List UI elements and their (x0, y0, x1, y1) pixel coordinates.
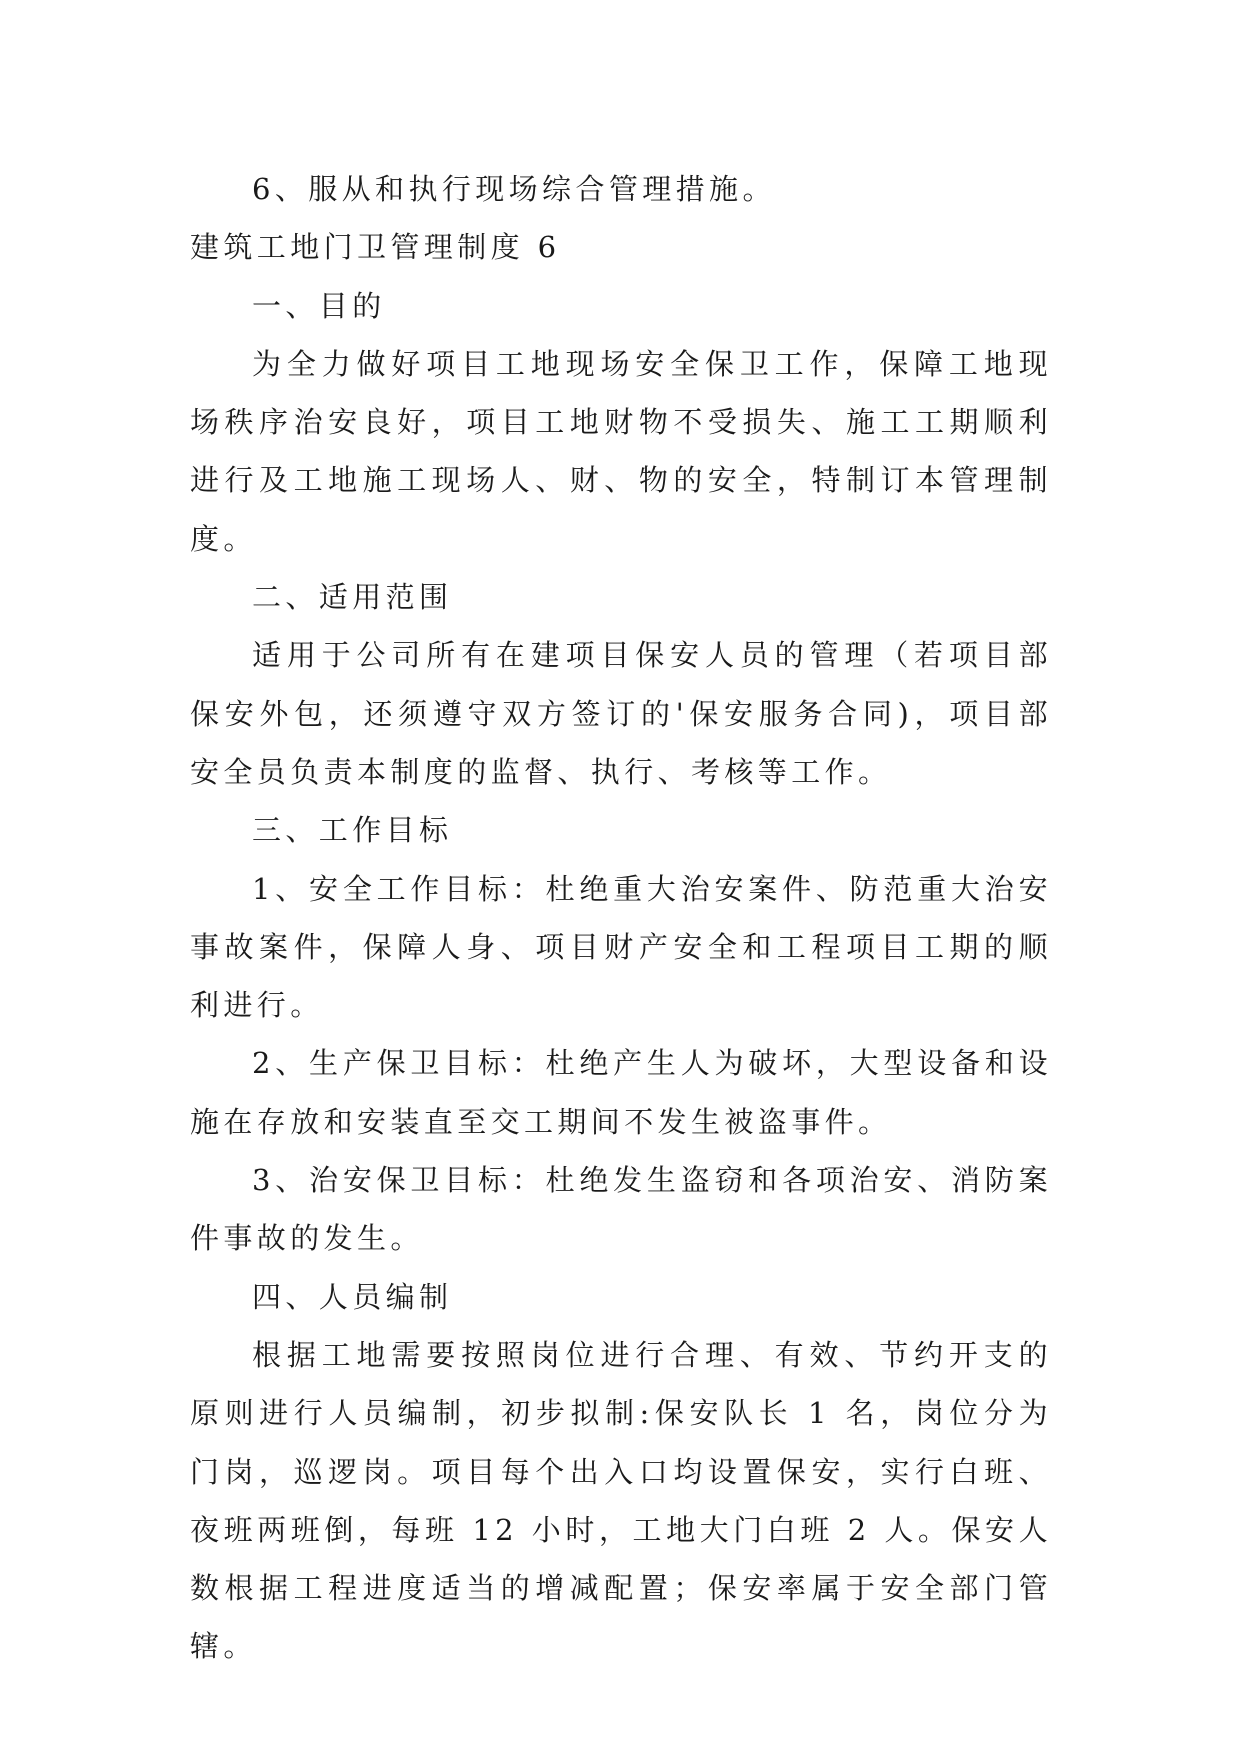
heading-purpose: 一、目的 (252, 288, 386, 323)
paragraph-item-6: 6、服从和执行现场综合管理措施。 (252, 172, 776, 206)
paragraph-goal-2: 2、生产保卫目标：杜绝产生人为破坏，大型设备和设施在存放和安装直至交工期间不发生被盗事件。 (190, 1046, 1052, 1139)
heading-staffing: 四、人员编制 (252, 1279, 453, 1314)
section-title: 建筑工地门卫管理制度 6 (190, 230, 561, 265)
document-body (190, 160, 1052, 1676)
paragraph-staffing: 根据工地需要按照岗位进行合理、有效、节约开支的原则进行人员编制，初步拟制:保安队长 1 名，岗位分为门岗，巡逻岗。项目每个出入口均设置保安，实行白班、夜班两班倒，每班 12 小时，工地大门白班 2 人。保安人数根据工程进度适当的增减配置；保安率属于安全部门管辖。 (190, 1337, 1052, 1664)
heading-scope: 二、适用范围 (252, 580, 453, 615)
paragraph-goal-1: 1、安全工作目标：杜绝重大治安案件、防范重大治安事故案件，保障人身、项目财产安全和工程项目工期的顺利进行。 (190, 871, 1052, 1023)
heading-goals: 三、工作目标 (252, 813, 453, 848)
paragraph-scope: 适用于公司所有在建项目保安人员的管理（若项目部保安外包，还须遵守双方签订的'保安服务合同)，项目部安全员负责本制度的监督、执行、考核等工作。 (190, 638, 1052, 789)
paragraph-purpose: 为全力做好项目工地现场安全保卫工作，保障工地现场秩序治安良好，项目工地财物不受损失、施工工期顺利进行及工地施工现场人、财、物的安全，特制订本管理制度。 (190, 346, 1052, 556)
paragraph-goal-3: 3、治安保卫目标：杜绝发生盗窃和各项治安、消防案件事故的发生。 (190, 1163, 1052, 1256)
